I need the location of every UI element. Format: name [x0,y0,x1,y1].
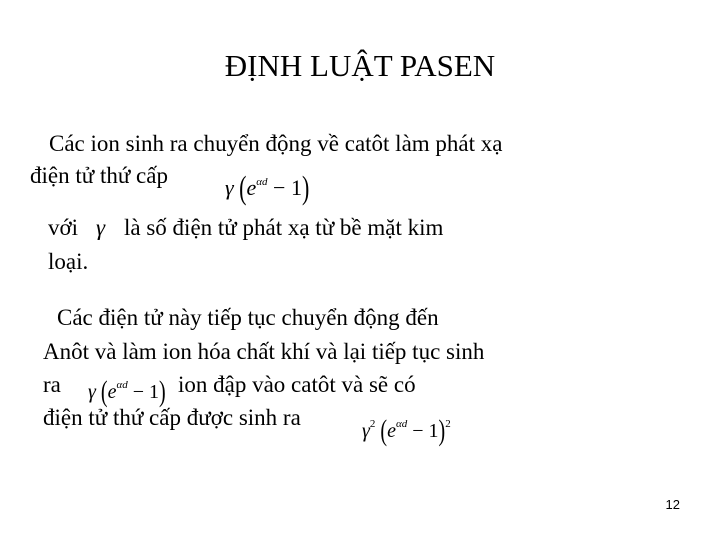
exp-power: αd [256,176,268,188]
formula-gamma-exp: γ $(e^{\alpha d} - 1)$ [225,168,310,206]
slide-title: ĐỊNH LUẬT PASEN [224,48,496,83]
exp-base: e [246,174,257,200]
minus-one: − 1 [273,174,302,200]
paragraph-2-prefix: với [48,215,79,240]
paragraph-1-line-2: điện tử thứ cấp [30,163,168,188]
formula-gamma-squared: $\gamma^2$ $(e^{\alpha d} - 1)^2$ [362,414,451,448]
page-number: 12 [665,497,680,512]
paragraph-2-line-1: là số điện tử phát xạ từ bề mặt kim [124,215,444,240]
formula-gamma-exp-inline: γ $(e^{\alpha d} - 1)$ [88,375,166,409]
paragraph-3-line-2: Anôt và làm ion hóa chất khí và lại tiếp tục sinh [43,339,485,364]
paragraph-2-line-2: loại. [48,249,89,274]
paragraph-1-line-1: Các ion sinh ra chuyển động về catôt làm phát xạ [49,131,503,156]
paragraph-3-line-4: điện tử thứ cấp được sinh ra [43,405,301,430]
gamma-inline: γ [96,215,106,240]
paragraph-3-line-3: ion đập vào catôt và sẽ có [178,372,416,397]
paragraph-3-line-3-prefix: ra [43,372,61,397]
gamma-symbol: γ [225,174,234,200]
paragraph-3-line-1: Các điện tử này tiếp tục chuyển động đến [57,305,439,330]
